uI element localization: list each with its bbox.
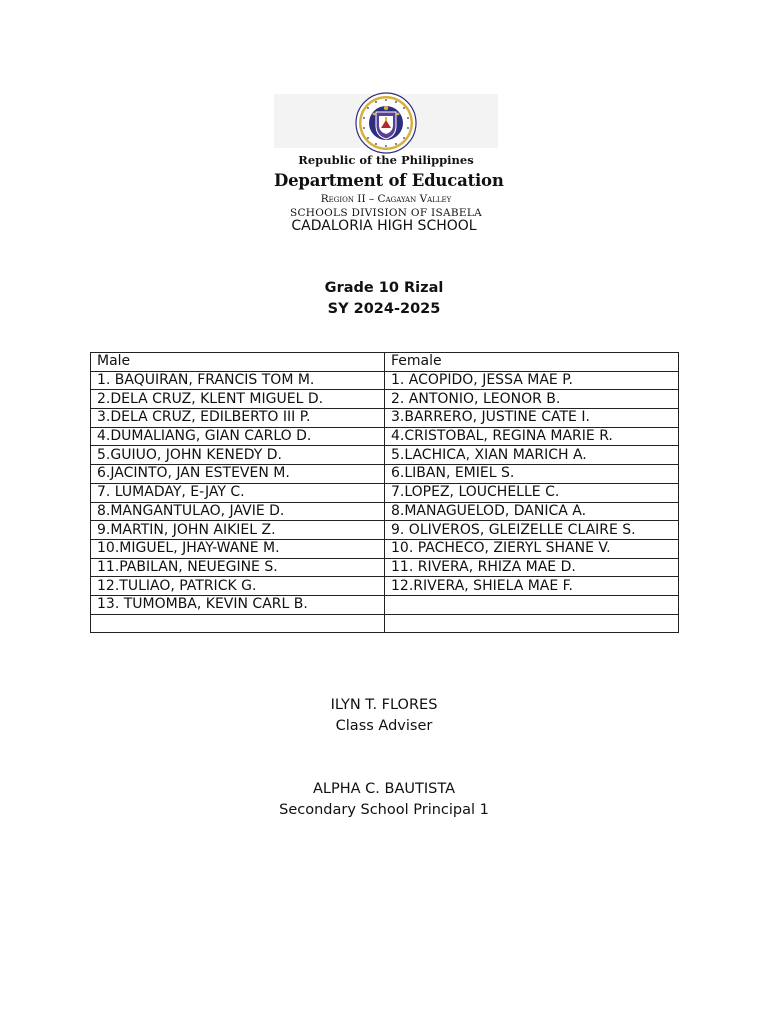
female-student-cell: 6.LIBAN, EMIEL S. [385,465,679,484]
female-student-cell: 7.LOPEZ, LOUCHELLE C. [385,483,679,502]
female-student-cell [385,614,679,633]
female-student-cell: 2. ANTONIO, LEONOR B. [385,390,679,409]
male-student-cell: 4.DUMALIANG, GIAN CARLO D. [91,427,385,446]
adviser-title: Class Adviser [335,718,433,734]
male-student-cell: 6.JACINTO, JAN ESTEVEN M. [91,465,385,484]
letterhead-department: Department of Education [274,171,504,190]
table-row [91,595,679,614]
male-student-cell: 1. BAQUIRAN, FRANCIS TOM M. [91,371,385,390]
female-student-cell: 8.MANAGUELOD, DANICA A. [385,502,679,521]
male-column-header: Male [91,353,385,372]
male-student-cell: 12.TULIAO, PATRICK G. [91,577,385,596]
principal-name: ALPHA C. BAUTISTA [313,781,455,797]
female-column-header: Female [385,353,679,372]
table-row [91,483,679,502]
school-name: CADALORIA HIGH SCHOOL [291,218,477,234]
letterhead [274,92,504,222]
male-student-cell: 5.GUIUO, JOHN KENEDY D. [91,446,385,465]
class-roster-table [90,352,679,633]
table-row [91,427,679,446]
male-student-cell: 13. TUMOMBA, KEVIN CARL B. [91,595,385,614]
table-row [91,409,679,428]
female-student-cell: 4.CRISTOBAL, REGINA MARIE R. [385,427,679,446]
female-student-cell: 10. PACHECO, ZIERYL SHANE V. [385,539,679,558]
male-student-cell [91,614,385,633]
grade-section-title: Grade 10 Rizal [324,280,444,296]
male-student-cell: 7. LUMADAY, E-JAY C. [91,483,385,502]
female-student-cell: 1. ACOPIDO, JESSA MAE P. [385,371,679,390]
male-student-cell: 2.DELA CRUZ, KLENT MIGUEL D. [91,390,385,409]
adviser-name: ILYN T. FLORES [330,697,438,713]
table-row [91,539,679,558]
letterhead-republic: Republic of the Philippines [298,153,474,167]
letterhead-division: SCHOOLS DIVISION OF ISABELA [289,207,483,219]
female-student-cell [385,595,679,614]
school-year-title: SY 2024-2025 [327,301,441,317]
table-row [91,521,679,540]
male-student-cell: 10.MIGUEL, JHAY-WANE M. [91,539,385,558]
table-row [91,465,679,484]
male-student-cell: 3.DELA CRUZ, EDILBERTO III P. [91,409,385,428]
table-row [91,614,679,633]
table-row [91,558,679,577]
female-student-cell: 12.RIVERA, SHIELA MAE F. [385,577,679,596]
table-row [91,577,679,596]
male-student-cell: 11.PABILAN, NEUEGINE S. [91,558,385,577]
roster-header-row [91,353,679,372]
table-row [91,446,679,465]
table-row [91,502,679,521]
table-row [91,371,679,390]
male-student-cell: 8.MANGANTULAO, JAVIE D. [91,502,385,521]
table-row [91,390,679,409]
male-student-cell: 9.MARTIN, JOHN AIKIEL Z. [91,521,385,540]
female-student-cell: 11. RIVERA, RHIZA MAE D. [385,558,679,577]
female-student-cell: 3.BARRERO, JUSTINE CATE I. [385,409,679,428]
female-student-cell: 5.LACHICA, XIAN MARICH A. [385,446,679,465]
principal-title: Secondary School Principal 1 [279,802,489,818]
female-student-cell: 9. OLIVEROS, GLEIZELLE CLAIRE S. [385,521,679,540]
deped-seal-icon [352,92,420,154]
letterhead-region: Region II – Cagayan Valley [320,193,452,205]
